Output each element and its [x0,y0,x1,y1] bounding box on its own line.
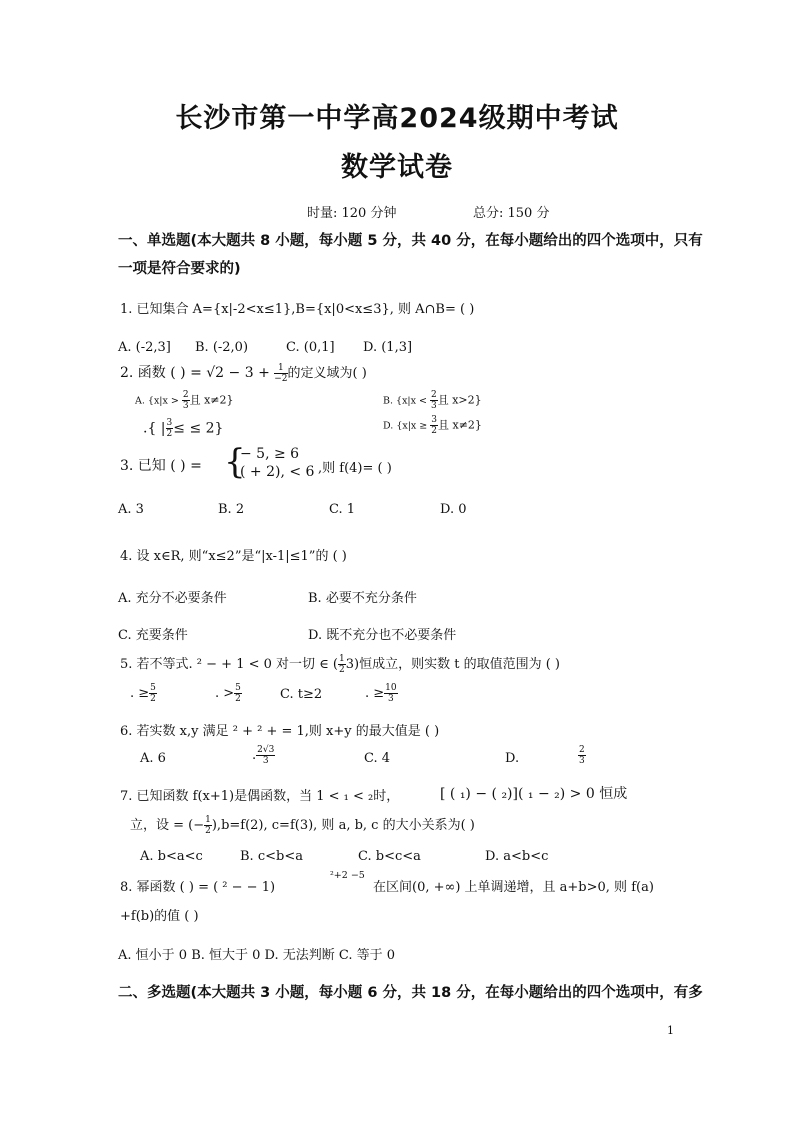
section1-heading: 一、单选题(本大题共 8 小题，每小题 5 分，共 40 分，在每小题给出的四个选项中，只有 [118,233,703,249]
q5-option-c: C. t≥2 [280,687,323,702]
q3-suffix: ,则 f(4)= ( ) [318,461,392,476]
q1-option-d: D. (1,3] [363,340,413,355]
q6-option-d-value: $\frac{2}{3}$ [579,745,585,766]
section2-heading: 二、多选题(本大题共 3 小题，每小题 6 分，共 18 分，在每小题给出的四个选项中，有多 [118,985,703,1001]
q5-option-a: . ≥ $\frac{5}{2}$ [130,683,156,704]
q2-option-c: .{ | $\frac{3}{2}$ ≤ ≤ 2} [143,418,224,439]
q7-line1-b: [ ( ₁) − ( ₂)]( ₁ − ₂) > 0 恒成 [440,786,628,802]
q8-line1-b: 在区间(0, +∞) 上单调递增，且 a+b>0, 则 f(a) [373,880,654,895]
q3-option-d: D. 0 [440,502,467,517]
q8-line2: +f(b)的值 ( ) [120,909,199,924]
q6-option-c: C. 4 [364,751,391,766]
q8-options: A. 恒小于 0 B. 恒大于 0 D. 无法判断 C. 等于 0 [118,948,396,963]
q7-option-c: C. b<c<a [358,849,421,864]
q4-option-c: C. 充要条件 [118,628,188,643]
q3-option-c: C. 1 [329,502,356,517]
time-label: 时量: 120 分钟 [307,206,397,221]
score-label: 总分: 150 分 [473,206,550,221]
q2-option-b: B. {x|x < $\frac{2}{3}$ 且 x>2} [383,390,482,411]
q4-stem: 4. 设 x∈R, 则“x≤2”是“|x-1|≤1”的 ( ) [120,549,347,564]
q1-stem: 1. 已知集合 A={x|-2<x≤1},B={x|0<x≤3}, 则 A∩B= ( ) [120,302,475,317]
q3-case1: − 5, ≥ 6 [240,446,300,462]
q7-option-d: D. a<b<c [485,849,549,864]
q5-option-d: . ≥ $\frac{10}{3}$ [365,683,397,704]
q8-line1-a: 8. 幂函数 ( ) = ( ² − − 1) [120,880,276,895]
q2-option-a: A. {x|x > $\frac{2}{3}$ 且 x≠2} [135,390,234,411]
q3-option-a: A. 3 [118,502,144,517]
q4-option-b: B. 必要不充分条件 [308,591,417,606]
q2-suffix: 的定义域为( ) [287,366,367,381]
q7-option-a: A. b<a<c [140,849,203,864]
q2-prefix: 2. 函数 ( ) = √2 − 3 + [120,365,275,381]
page-title: 长沙市第一中学高2024级期中考试 [175,103,619,134]
q4-option-a: A. 充分不必要条件 [118,591,227,606]
q5-option-b: . > $\frac{5}{2}$ [215,683,241,704]
q2-stem [120,362,367,384]
q7-option-b: B. c<b<a [240,849,303,864]
q3-brace: { [224,442,246,482]
q2-option-d: D. {x|x ≥ $\frac{3}{2}$ 且 x≠2} [383,415,482,436]
q6-option-b: . $\frac{2√3}{3}$ [252,745,275,766]
page-number: 1 [667,1024,674,1037]
q6-option-d: D. [505,751,520,766]
q6-option-a: A. 6 [140,751,166,766]
q6-stem: 6. 若实数 x,y 满足 ² + ² + = 1,则 x+y 的最大值是 ( ) [120,724,440,739]
q5-stem: 5. 若不等式. ² − + 1 < 0 对一切 ∈ ( $\frac{1}{2}$ 3)恒成立，则实数 t 的取值范围为 ( ) [120,654,560,675]
q7-line1-a: 7. 已知函数 f(x+1)是偶函数，当 1 < ₁ < ₂时， [120,789,400,804]
section1-heading-cont: 一项是符合要求的) [118,261,241,277]
q4-option-d: D. 既不充分也不必要条件 [308,628,457,643]
q1-option-c: C. (0,1] [286,340,335,355]
q1-option-b: B. (-2,0) [195,340,249,355]
page-subtitle: 数学试卷 [341,152,453,183]
q7-line2: 立，设 = (− $\frac{1}{2}$ ),b=f(2), c=f(3), 则 a, b, c 的大小关系为( ) [130,815,475,836]
q3-case2: ( + 2), < 6 [240,464,315,480]
q3-prefix: 3. 已知 ( ) = [120,458,202,474]
q1-option-a: A. (-2,3] [118,340,171,355]
q8-exponent: ²+2 −5 [330,870,365,881]
q2-fraction: $\frac{1}{-2}$ [274,362,288,384]
q3-option-b: B. 2 [218,502,245,517]
